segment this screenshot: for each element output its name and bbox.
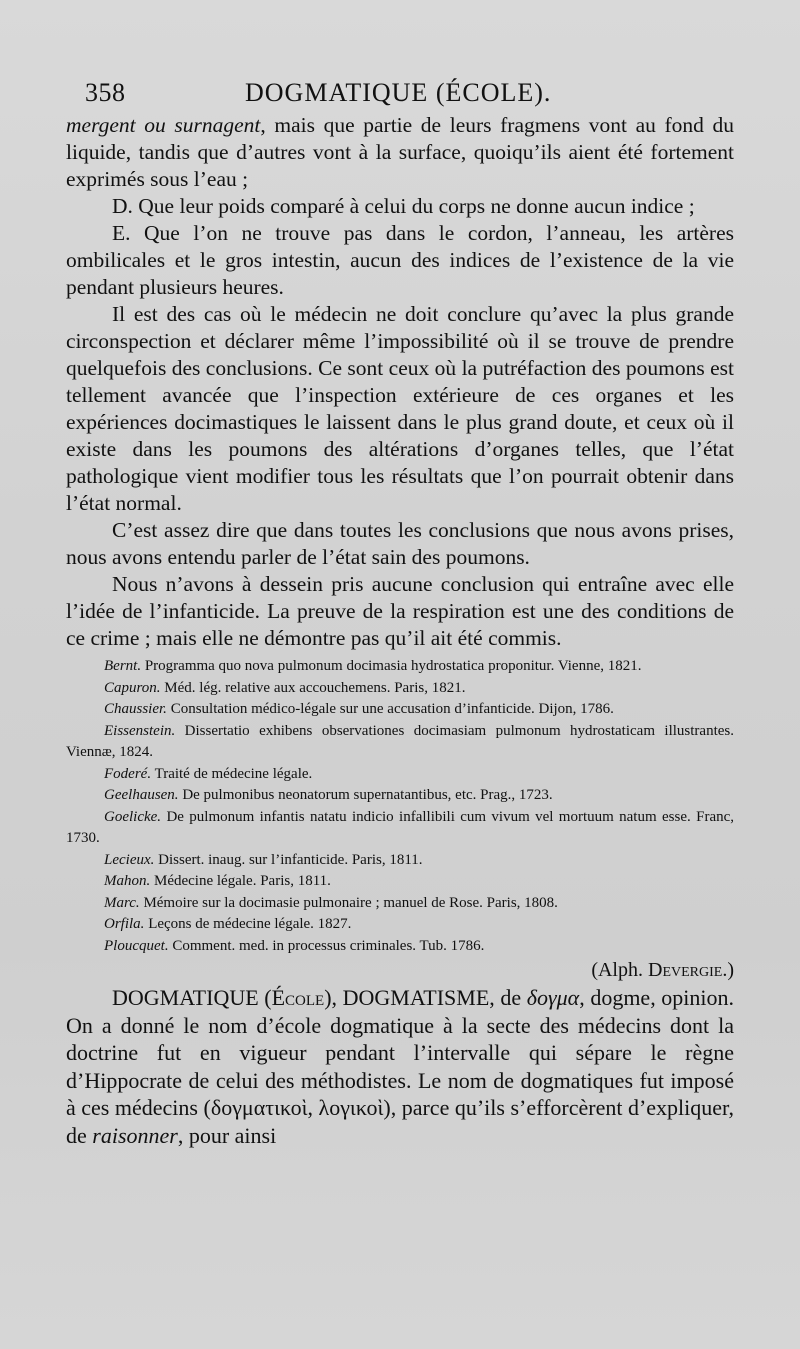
reference-author: Foderé. <box>104 765 152 782</box>
reference-item <box>66 699 734 721</box>
running-title: DOGMATIQUE (ÉCOLE). <box>245 78 552 107</box>
reference-text: Leçons de médecine légale. 1827. <box>148 916 352 932</box>
reference-text: Programma quo nova pulmonum docimasia hydrostatica proponitur. Vienne, 1821. <box>144 658 642 674</box>
reference-item <box>66 807 734 850</box>
paragraph-d: D. Que leur poids comparé à celui du corps ne donne aucun indice ; <box>112 194 695 218</box>
reference-text: De pulmonum infantis natatu indicio infallibili cum vivum vel mortuum natum esse. Franc, 1730. <box>66 808 735 846</box>
reference-item <box>66 656 734 678</box>
paragraph-e: E. Que l’on ne trouve pas dans le cordon, l’anneau, les artères ombilicales et le gros intestin, aucun des indices de l’existence de la vie pendant plusieurs heures. <box>66 221 734 299</box>
entry-text: , dogme, opinion. On a donné le nom d’école dogmatique à la secte des médecins dont la doctrine fut en vigueur pendant l’intervalle qui sépare le règne d’Hippocrate de celui des méthodistes. Le nom de dogmatiques fut imposé à ces médecins ( <box>66 985 735 1120</box>
paragraph-cases: Il est des cas où le médecin ne doit conclure qu’avec la plus grande circonspection et déclarer même l’impossibilité où il se trouve de prendre quelquefois des conclusions. Ce sont ceux où la putréfaction des poumons est tellement avancée que l’inspection extérieure de ces organes et les expériences docimastiques le laissent dans le plus grand doute, et ceux où il existe dans les poumons des altérations d’organes telles, que l’état pathologique vient modifier tous les résultats que l’on pourrait obtenir dans l’état normal. <box>66 302 734 515</box>
reference-text: Comment. med. in processus criminales. Tub. 1786. <box>172 937 485 954</box>
reference-author: Eissenstein. <box>104 722 176 739</box>
reference-author: Chaussier. <box>104 701 167 717</box>
reference-author: Marc. <box>104 894 140 911</box>
reference-text: Dissertatio exhibens observationes docimasiam pulmonum hydrostaticam illustrantes. Viennæ, 1824. <box>66 722 734 760</box>
entry-greek-word: δογμα <box>526 985 580 1010</box>
entry-text: , pour ainsi <box>177 1122 277 1148</box>
reference-author: Ploucquet. <box>104 937 169 954</box>
entry-term-dogmatisme: DOGMATISME <box>342 985 490 1010</box>
entry-italic-word: raisonner <box>92 1122 178 1148</box>
reference-item <box>66 914 734 936</box>
reference-item <box>66 936 734 958</box>
paragraph-conclusions: C’est assez dire que dans toutes les conclusions que nous avons prises, nous avons entendu parler de l’état sain des poumons. <box>66 518 734 569</box>
reference-author: Geelhausen. <box>104 787 179 803</box>
text-body <box>66 112 734 1149</box>
dictionary-entry <box>66 984 734 1149</box>
reference-item <box>66 871 734 893</box>
reference-author: Capuron. <box>104 679 161 696</box>
reference-item <box>66 721 734 764</box>
reference-item <box>66 764 734 786</box>
paragraph-infanticide: Nous n’avons à dessein pris aucune conclusion qui entraîne avec elle l’idée de l’infanticide. La preuve de la respiration est une des conditions de ce crime ; mais elle ne démontre pas qu’il ait été commis. <box>66 572 734 650</box>
reference-item <box>66 850 734 872</box>
entry-greek-words: δογματικοὶ, λογικοὶ <box>210 1095 384 1120</box>
reference-text: Consultation médico-légale sur une accusation d’infanticide. Dijon, 1786. <box>170 701 614 717</box>
reference-text: Mémoire sur la docimasie pulmonaire ; manuel de Rose. Paris, 1808. <box>143 894 558 911</box>
reference-text: De pulmonibus neonatorum supernatantibus, etc. Prag., 1723. <box>182 787 553 803</box>
author-open: (Alph. <box>591 959 648 981</box>
reference-text: Médecine légale. Paris, 1811. <box>154 873 331 889</box>
entry-text: ), parce qu’ils s’efforcèrent d’expliquer, de <box>66 1095 734 1148</box>
bibliography <box>66 656 734 957</box>
entry-punct: ), <box>324 985 343 1010</box>
author-surname: Devergie <box>648 959 723 981</box>
reference-text: Dissert. inaug. sur l’infanticide. Paris, 1811. <box>158 851 423 868</box>
reference-author: Mahon. <box>104 873 151 889</box>
article-author <box>66 957 734 984</box>
paragraph-text: , mais que partie de leurs fragmens vont au fond du liquide, tandis que d’autres vont à la surface, quoiqu’ils aient été fortement exprimés sous l’eau ; <box>66 113 734 191</box>
entry-term-dogmatique: DOGMATIQUE <box>112 985 259 1010</box>
reference-item <box>66 785 734 807</box>
entry-term-qualifier: École <box>271 985 325 1010</box>
reference-author: Bernt. <box>104 658 142 674</box>
paragraph-continuation <box>66 112 734 193</box>
reference-author: Goelicke. <box>104 808 162 825</box>
entry-punct: ( <box>258 985 272 1010</box>
reference-text: Traité de médecine légale. <box>154 765 313 782</box>
author-close: .) <box>722 959 734 981</box>
page-header <box>85 78 735 112</box>
reference-item <box>66 893 734 915</box>
reference-text: Méd. lég. relative aux accouchemens. Paris, 1821. <box>164 679 466 696</box>
reference-author: Lecieux. <box>104 851 155 868</box>
reference-item <box>66 678 734 700</box>
paragraph-italic-phrase: mergent ou surnagent <box>66 113 261 137</box>
page-number: 358 <box>85 78 126 107</box>
reference-author: Orfila. <box>104 916 145 932</box>
entry-text: , de <box>489 985 527 1010</box>
